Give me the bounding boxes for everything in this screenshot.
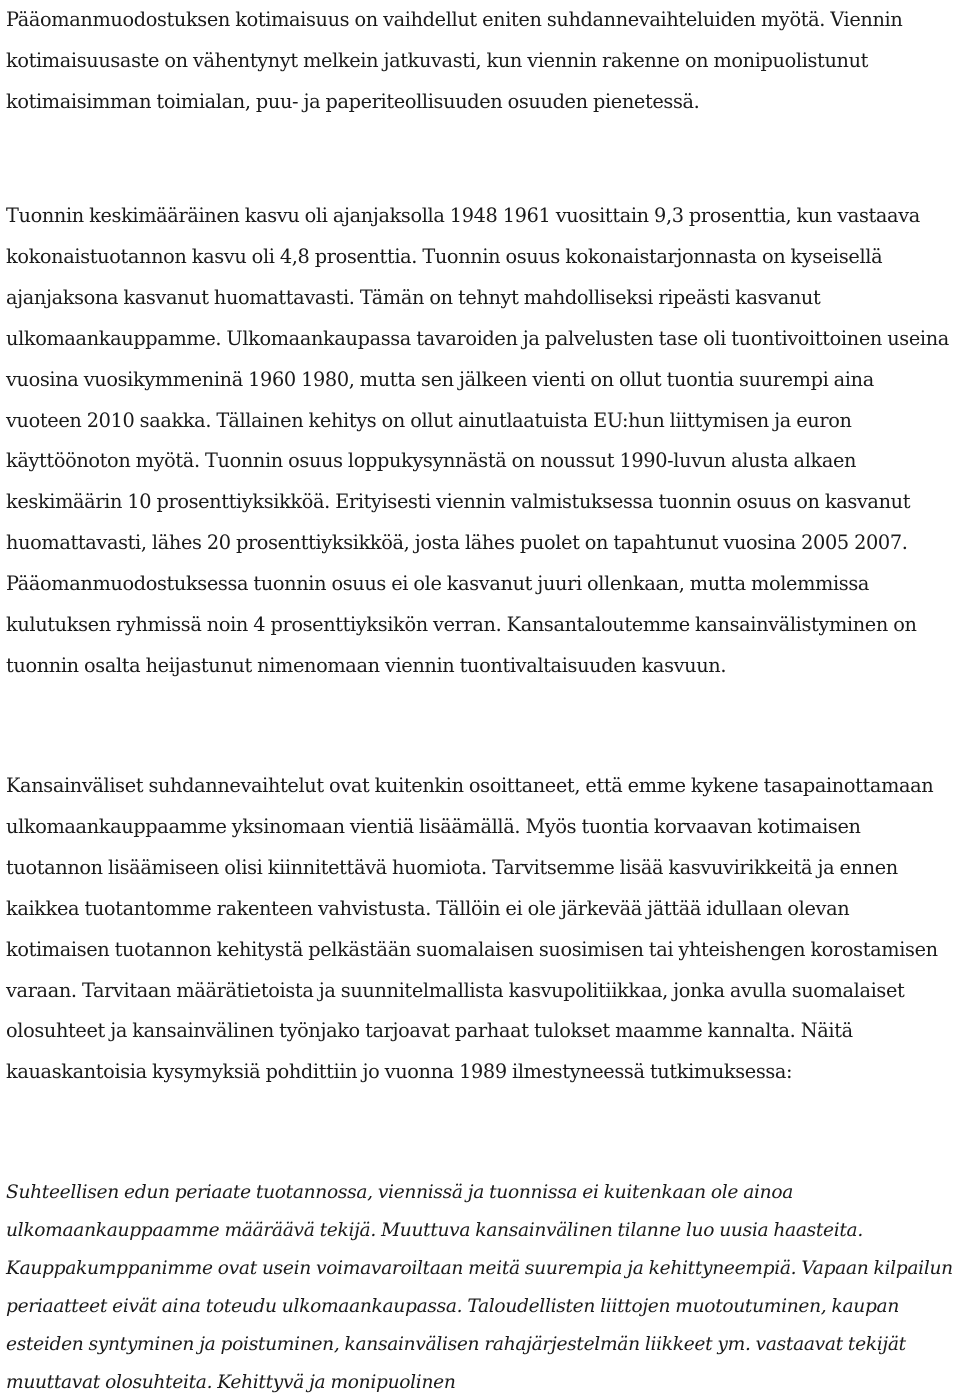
paragraph-quote-comparative-advantage: Suhteellisen edun periaate tuotannossa, viennissä ja tuonnissa ei kuitenkaan ole ainoa ulkomaankauppaamme määräävä tekijä. Muuttuva kansainvälinen tilanne luo uusia haasteita. Kauppakumppanimme ovat usein voimavaroiltaan meitä suurempia ja kehittyneempiä. Vapaan kilpailun periaatteet eivät aina toteudu ulkomaankaupassa. Taloudellisten liittojen muotoutuminen, kaupan esteiden syntyminen ja poistuminen, kansainvälisen rahajärjestelmän liikkeet ym. vastaavat tekijät muuttavat olosuhteita. Kehittyvä ja monipuolinen <box>6 1182 953 1393</box>
paragraph-import-growth: Tuonnin keskimääräinen kasvu oli ajanjaksolla 1948 1961 vuosittain 9,3 prosenttia, kun vastaava kokonaistuotannon kasvu oli 4,8 prosenttia. Tuonnin osuus kokonaistarjonnasta on kyseisellä ajanjaksona kasvanut huomattavasti. Tämän on tehnyt mahdolliseksi ripeästi kasvanut ulkomaankauppamme. Ulkomaankaupassa tavaroiden ja palvelusten tase oli tuontivoittoinen useina vuosina vuosikymmeninä 1960 1980, mutta sen jälkeen vienti on ollut tuontia suurempi aina vuoteen 2010 saakka. Tällainen kehitys on ollut ainutlaatuista EU:hun liittymisen ja euron käyttöönoton myötä. Tuonnin osuus loppukysynnästä on noussut 1990-luvun alusta alkaen keskimäärin 10 prosenttiyksikköä. Erityisesti viennin valmistuksessa tuonnin osuus on kasvanut huomattavasti, lähes 20 prosenttiyksikköä, josta lähes puolet on tapahtunut vuosina 2005 2007. Pääomanmuodostuksessa tuonnin osuus ei ole kasvanut juuri ollenkaan, mutta molemmissa kulutuksen ryhmissä noin 4 prosenttiyksikön verran. Kansantaloutemme kansainvälistyminen on tuonnin osalta heijastunut nimenomaan viennin tuontivaltaisuuden kasvuun. <box>6 204 949 677</box>
paragraph-international-fluctuations: Kansainväliset suhdannevaihtelut ovat kuitenkin osoittaneet, että emme kykene tasapainottamaan ulkomaankauppaamme yksinomaan vientiä lisäämällä. Myös tuontia korvaavan kotimaisen tuotannon lisäämiseen olisi kiinnitettävä huomiota. Tarvitsemme lisää kasvuvirikkeitä ja ennen kaikkea tuotantomme rakenteen vahvistusta. Tällöin ei ole järkevää jättää idullaan olevan kotimaisen tuotannon kehitystä pelkästään suomalaisen suosimisen tai yhteishengen korostamisen varaan. Tarvitaan määrätietoista ja suunnitelmallista kasvupolitiikkaa, jonka avulla suomalaiset olosuhteet ja kansainvälinen työnjako tarjoavat parhaat tulokset maamme kannalta. Näitä kauaskantoisia kysymyksiä pohdittiin jo vuonna 1989 ilmestyneessä tutkimuksessa: <box>6 774 938 1084</box>
paragraph-capital-formation: Pääomanmuodostuksen kotimaisuus on vaihdellut eniten suhdannevaihteluiden myötä. Viennin kotimaisuusaste on vähentynyt melkein jatkuvasti, kun viennin rakenne on monipuolistunut kotimaisimman toimialan, puu- ja paperiteollisuuden osuuden pienetessä. <box>6 8 903 113</box>
